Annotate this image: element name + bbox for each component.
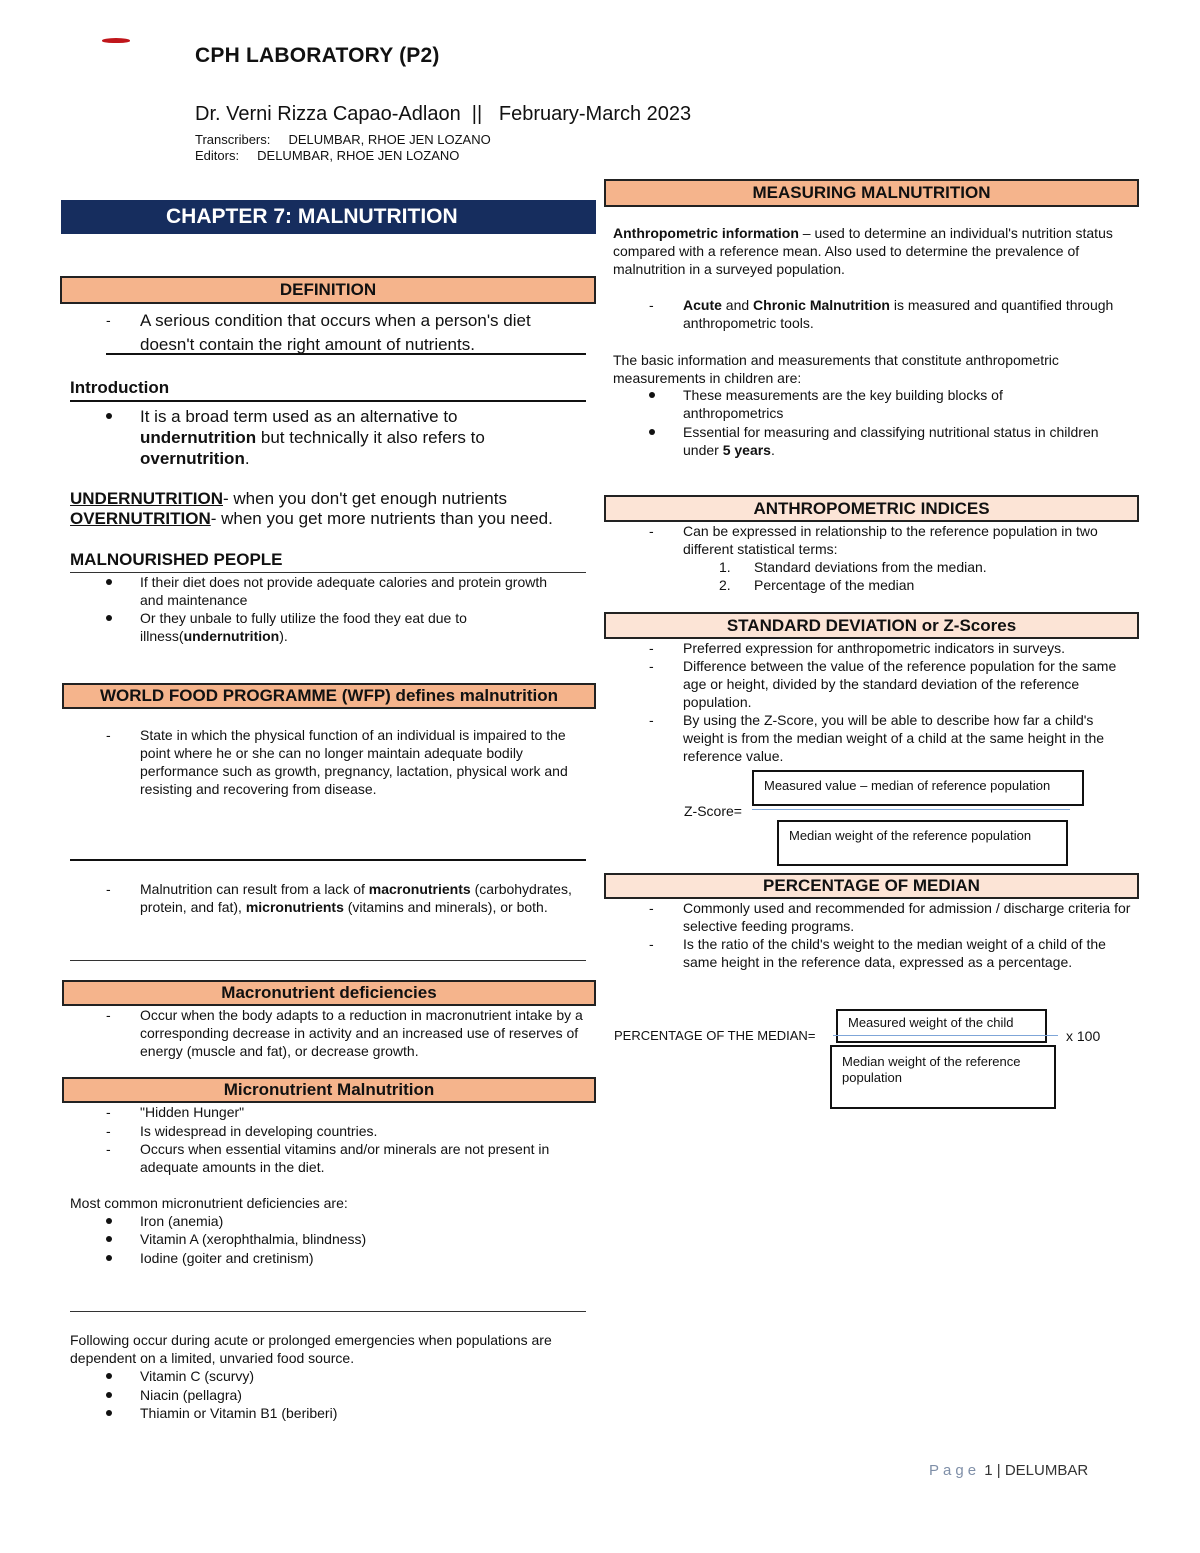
anthropometric-info-text <box>613 224 1133 278</box>
footer-separator: | <box>996 1462 1001 1479</box>
bullet <box>106 579 112 585</box>
acute-part: and <box>725 297 750 313</box>
chronic-bold: Chronic Malnutrition <box>753 297 890 313</box>
document-title: CPH LABORATORY (P2) <box>195 44 440 67</box>
intro-part: It is a broad term used as an alternative to <box>140 407 458 426</box>
bullet <box>106 1218 112 1224</box>
dash-marker: - <box>106 312 111 328</box>
causes-part: (carbohydrates, protein, and fat), <box>140 881 572 915</box>
dash-marker: - <box>106 727 111 743</box>
anthropometric-indices-heading: ANTHROPOMETRIC INDICES <box>604 495 1139 522</box>
editors-line <box>195 148 459 163</box>
bullet <box>106 1255 112 1261</box>
macronutrient-text: Occur when the body adapts to a reduction in macronutrient intake by a corresponding decrease in activity and an increased use of reserves of energy (muscle and fat), or decrease growth. <box>140 1007 583 1059</box>
causes-part: Malnutrition can result from a lack of <box>140 881 365 897</box>
item-part: ). <box>279 628 288 644</box>
zscore-item-1: Preferred expression for anthropometric indicators in surveys. <box>683 640 1066 656</box>
editors-label: Editors: <box>195 148 240 163</box>
intro-part: . <box>244 449 250 468</box>
bullet <box>106 1236 112 1242</box>
document-subtitle: Dr. Verni Rizza Capao-Adlaon || February-March 2023 <box>195 103 692 125</box>
introduction-heading: Introduction <box>70 378 170 397</box>
dash-marker: - <box>649 658 654 674</box>
dash-marker: - <box>649 523 654 539</box>
divider <box>70 859 586 861</box>
malnourished-item-2 <box>140 609 540 645</box>
fraction-line <box>752 809 1070 810</box>
percentage-heading: PERCENTAGE OF MEDIAN <box>604 873 1139 899</box>
percentage-item-2: Is the ratio of the child's weight to the median weight of a child of the same height in the reference data, expressed as a percentage. <box>683 936 1106 970</box>
indices-text: Can be expressed in relationship to the reference population in two different statistical terms: <box>683 523 1098 557</box>
deficiency-item-3: Iodine (goiter and cretinism) <box>140 1250 314 1266</box>
page-number: 1 <box>984 1462 993 1479</box>
overnutrition-term: OVERNUTRITION <box>70 509 211 528</box>
zscore-numerator-box: Measured value – median of reference population <box>752 770 1084 806</box>
dash-marker: - <box>649 297 654 313</box>
item-bold: 5 years <box>722 442 771 458</box>
dash-marker: - <box>649 900 654 916</box>
indices-item-2: Percentage of the median <box>754 577 915 593</box>
zscore-denominator-box: Median weight of the reference population <box>777 820 1068 866</box>
chapter-heading: CHAPTER 7: MALNUTRITION <box>61 200 596 234</box>
item-bold: undernutrition <box>183 628 280 644</box>
dash-marker: - <box>106 1123 111 1139</box>
intro-part: but technically it also refers to <box>260 428 485 447</box>
acute-bold: Acute <box>683 297 722 313</box>
zscore-label: Z-Score= <box>684 803 742 819</box>
transcribers-line <box>195 132 491 147</box>
emergency-item-1: Vitamin C (scurvy) <box>140 1368 255 1384</box>
divider <box>70 1311 586 1312</box>
bullet <box>106 1373 112 1379</box>
bullet <box>649 392 655 398</box>
deficiency-item-2: Vitamin A (xerophthalmia, blindness) <box>140 1231 367 1247</box>
footer-author: DELUMBAR <box>1004 1462 1089 1479</box>
undernutrition-line <box>70 488 507 509</box>
malnourished-item-1: If their diet does not provide adequate calories and protein growth and maintenance <box>140 574 548 608</box>
page-word: Page <box>929 1462 981 1479</box>
bullet <box>649 429 655 435</box>
macronutrient-heading: Macronutrient deficiencies <box>62 980 596 1006</box>
indices-item-1: Standard deviations from the median. <box>754 559 987 575</box>
wfp-text: State in which the physical function of an individual is impaired to the point where he or she can no longer maintain adequate bodily performance such as growth, pregnancy, lactation, physical work and resisting and recovering from disease. <box>140 727 568 797</box>
bullet <box>106 615 112 621</box>
item-part: Or they unbale to fully utilize the food they eat due to illness( <box>140 610 467 644</box>
micronutrient-item-3: Occurs when essential vitamins and/or minerals are not present in adequate amounts in the diet. <box>140 1141 550 1175</box>
percentage-label: PERCENTAGE OF THE MEDIAN= <box>614 1028 816 1043</box>
editors-value: DELUMBAR, RHOE JEN LOZANO <box>257 148 460 163</box>
zscore-item-3: By using the Z-Score, you will be able to describe how far a child's weight is from the median weight of a child at the same height in the reference value. <box>683 712 1105 764</box>
causes-part: (vitamins and minerals), or both. <box>347 899 548 915</box>
acute-chronic-text <box>683 296 1133 332</box>
measuring-heading: MEASURING MALNUTRITION <box>604 179 1139 207</box>
page-footer <box>929 1462 1088 1479</box>
undernutrition-text: - when you don't get enough nutrients <box>223 489 507 508</box>
dash-marker: - <box>106 1007 111 1023</box>
dash-marker: - <box>649 936 654 952</box>
transcribers-value: DELUMBAR, RHOE JEN LOZANO <box>288 132 491 147</box>
emergency-text: Following occur during acute or prolonged emergencies when populations are dependent on a limited, unvaried food source. <box>70 1332 552 1366</box>
multiplier-text: x 100 <box>1066 1028 1101 1044</box>
item-part: . <box>770 442 775 458</box>
bullet <box>106 1392 112 1398</box>
divider <box>106 353 586 355</box>
malnourished-heading: MALNOURISHED PEOPLE <box>70 550 283 569</box>
introduction-text <box>140 406 540 469</box>
anthropometric-info-part: – used to determine an individual's nutrition status compared with a reference mean. Also used to determine the prevalence of malnutrition in a surveyed population. <box>613 225 1113 277</box>
indices-number-1: 1. <box>719 559 731 575</box>
undernutrition-term: UNDERNUTRITION <box>70 489 223 508</box>
emergency-item-3: Thiamin or Vitamin B1 (beriberi) <box>140 1405 338 1421</box>
overnutrition-line <box>70 508 553 529</box>
emergency-item-2: Niacin (pellagra) <box>140 1387 242 1403</box>
anthropometric-info-bold: Anthropometric information <box>613 225 799 241</box>
indices-number-2: 2. <box>719 577 731 593</box>
causes-bold-macronutrients: macronutrients <box>368 881 471 897</box>
dash-marker: - <box>106 1104 111 1120</box>
divider <box>70 960 586 961</box>
divider <box>70 400 586 402</box>
overnutrition-text: - when you get more nutrients than you need. <box>210 509 553 528</box>
wfp-heading: WORLD FOOD PROGRAMME (WFP) defines malnutrition <box>62 683 596 709</box>
dash-marker: - <box>106 1141 111 1157</box>
definition-text: A serious condition that occurs when a person's diet doesn't contain the right amount of nutrients. <box>140 311 531 354</box>
micronutrient-item-2: Is widespread in developing countries. <box>140 1123 378 1139</box>
measuring-item-1: These measurements are the key building blocks of anthropometrics <box>683 387 1003 421</box>
item-part: Essential for measuring and classifying nutritional status in children under <box>683 424 1099 458</box>
definition-heading: DEFINITION <box>60 276 596 304</box>
micronutrient-item-1: "Hidden Hunger" <box>140 1104 245 1120</box>
logo-mark <box>102 38 130 43</box>
acute-part: is measured and quantified through anthropometric tools. <box>683 297 1114 331</box>
basic-info-text: The basic information and measurements that constitute anthropometric measurements in children are: <box>613 352 1059 386</box>
percentage-item-1: Commonly used and recommended for admission / discharge criteria for selective feeding programs. <box>683 900 1131 934</box>
dash-marker: - <box>106 881 111 897</box>
transcribers-label: Transcribers: <box>195 132 271 147</box>
bullet <box>106 413 112 419</box>
zscore-heading: STANDARD DEVIATION or Z-Scores <box>604 612 1139 639</box>
micronutrient-heading: Micronutrient Malnutrition <box>62 1077 596 1103</box>
percentage-denominator-box: Median weight of the reference population <box>830 1045 1056 1109</box>
intro-bold-overnutrition: overnutrition <box>140 449 245 468</box>
common-deficiencies-label: Most common micronutrient deficiencies are: <box>70 1195 348 1211</box>
intro-bold-undernutrition: undernutrition <box>140 428 257 447</box>
deficiency-item-1: Iron (anemia) <box>140 1213 224 1229</box>
percentage-numerator-box: Measured weight of the child <box>836 1009 1047 1043</box>
zscore-item-2: Difference between the value of the reference population for the same age or height, divided by the standard deviation of the reference population. <box>683 658 1117 710</box>
causes-text <box>140 880 580 916</box>
dash-marker: - <box>649 712 654 728</box>
causes-bold-micronutrients: micronutrients <box>245 899 344 915</box>
dash-marker: - <box>649 640 654 656</box>
measuring-item-2 <box>683 423 1123 459</box>
bullet <box>106 1410 112 1416</box>
fraction-line <box>833 1035 1058 1036</box>
